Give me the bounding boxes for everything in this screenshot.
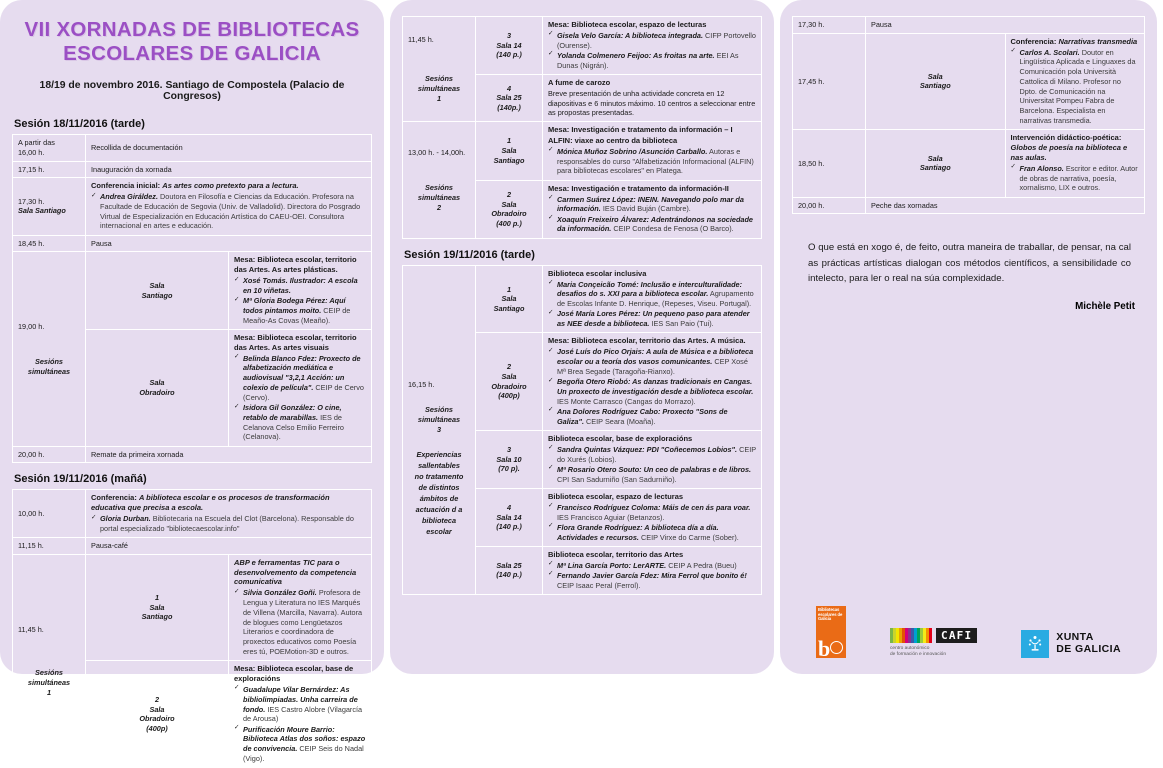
simultaneous-label: Sesións simultáneas 1	[417, 74, 461, 103]
cell-body	[543, 333, 762, 431]
mesa-title: Mesa: Investigación e tratamento da información – I	[548, 125, 733, 135]
table-row	[13, 554, 372, 661]
cell-text: Pausa	[86, 235, 372, 252]
cell-time: A partir das 16,00 h.	[13, 135, 86, 161]
simultaneous-label: Sesións simultáneas 3	[417, 405, 461, 434]
list-item: ✓ Belinda Blanco Fdez: Proxecto de alfabetización mediática e audiovisual "3,2,1 Acción: un colexio de película". CEIP de Cervo (Cervo).	[234, 354, 366, 403]
speaker-list	[91, 514, 366, 534]
speaker-list	[548, 195, 756, 235]
logo-bar	[780, 606, 1157, 658]
cell-room: Sala Obradoiro	[86, 329, 229, 446]
conference-title: Conferencia: A biblioteca escolar e os procesos de transformación educativa que precisa a escola.	[91, 493, 330, 513]
logo-be-letter: b	[818, 635, 831, 658]
speaker-list	[234, 685, 366, 764]
simultaneous-label: Sesións simultáneas	[27, 357, 71, 376]
table-row	[13, 178, 372, 235]
list-item: ✓ Fernando Javier García Fdez: Mira Ferrol que bonito é! CEIP Isaac Peral (Ferrol).	[548, 571, 756, 591]
speaker-list	[548, 31, 756, 71]
title-line-1: VII XORNADAS DE BIBLIOTECAS	[24, 18, 360, 41]
cell-room: Sala Santiago	[866, 33, 1006, 130]
cell-text: Pausa	[866, 17, 1145, 34]
conference-title: Conferencia: Narrativas transmedia	[1010, 36, 1138, 46]
speaker-list	[234, 588, 366, 656]
cell-room: 1 Sala Santiago	[476, 265, 543, 333]
cell-text: Recollida de documentación	[86, 135, 372, 161]
time-value: 19,00 h.	[18, 321, 45, 331]
list-item: ✓ Maria Conçeicão Tomé: Inclusão e interculturalidade: desafios do s. XXI para a biblioteca escolar. Agrupamento de Escolas Infante D. Henrique, (Repeses, Viseu. Portugal).	[548, 280, 756, 309]
cell-body	[229, 554, 372, 661]
room-value: Sala Santiago	[18, 206, 66, 216]
table-row	[13, 446, 372, 463]
schedule-table-2	[12, 489, 372, 768]
cell-body	[543, 265, 762, 333]
list-item: ✓ Mª Gloria Bodega Pérez: Aquí todos pintamos moito. CEIP de Meaño-As Covas (Meaño).	[234, 296, 366, 325]
cell-room: 4 Sala 25 (140p.)	[476, 74, 543, 121]
mesa-title: Biblioteca escolar, base de exploracións	[548, 433, 693, 443]
panel-column-3	[780, 0, 1157, 674]
cell-room: 4 Sala 14 (140 p.)	[476, 488, 543, 546]
table-row	[13, 538, 372, 555]
mesa-title: Biblioteca escolar inclusiva	[548, 268, 647, 278]
session-description: Breve presentación de unha actividade concreta en 12 diapositivas e 6 minutos máximo. 10 centros a seleccionar entre as propostas presentadas.	[548, 88, 756, 118]
table-row	[403, 122, 762, 181]
cafi-tagline: centro autonómico de formación e innovación	[890, 645, 946, 657]
xunta-emblem-icon	[1021, 630, 1049, 658]
speaker-list	[548, 280, 756, 329]
cell-time: 20,00 h.	[13, 446, 86, 463]
table-row	[793, 33, 1145, 130]
speaker-list	[548, 503, 756, 543]
cell-body	[1005, 130, 1145, 197]
list-item: ✓ Francisco Rodríguez Coloma: Máis de cen ás para voar. IES Francisco Aguiar (Betanzos).	[548, 503, 756, 523]
cafi-logo	[890, 628, 977, 658]
cell-time: 20,00 h.	[793, 197, 866, 214]
cell-room: 2 Sala Obradoiro (400p)	[86, 661, 229, 768]
session-heading-1: Sesión 18/11/2016 (tarde)	[14, 118, 145, 131]
table-row	[13, 161, 372, 178]
list-item: ✓ Begoña Otero Riobó: As danzas tradicionais en Cangas. Un proxecto de investigación desde a biblioteca escolar. IES Monte Carrasco (Cangas do Morrazo).	[548, 377, 756, 406]
schedule-table-4	[402, 265, 762, 595]
cell-time: 11,15 h.	[13, 538, 86, 555]
cell-time: 18,50 h.	[793, 130, 866, 197]
cell-time-simultaneous	[13, 554, 86, 767]
cell-body	[543, 122, 762, 181]
cell-body	[543, 488, 762, 546]
cell-text: Remate da primeira xornada	[86, 446, 372, 463]
cell-room: 2 Sala Obradoiro (400p)	[476, 333, 543, 431]
mesa-title: Mesa: Biblioteca escolar, territorio das Artes. As artes plásticas.	[234, 255, 357, 275]
table-row	[793, 130, 1145, 197]
list-item: ✓ Ana Dolores Rodríguez Cabo: Proxecto "Sons de Galiza". CEIP Seara (Moaña).	[548, 407, 756, 427]
list-item: ✓ Andrea Giráldez. Doutora en Filosofía e Ciencias da Educación. Profesora na Facultade de Educación de Segovia (Univ. de Valladolid). Directora do Posgrado Virtual de Especialización en Educación Artística do CAEU-OEI. Consultora internacional en artes e educación.	[91, 192, 366, 231]
cafi-wordmark: CAFI	[936, 628, 977, 643]
list-item: ✓ Sandra Quintas Vázquez: PDI "Coñecemos Lobios". CEIP do Xurés (Lobios).	[548, 445, 756, 465]
mesa-title: Mesa: Biblioteca escolar, territorio das Artes. A música.	[548, 336, 746, 346]
cell-body	[229, 661, 372, 768]
list-item: ✓ José María Lores Pérez: Un pequeno paso para atender as NEE desde a biblioteca. IES San Paio (Tui).	[548, 309, 756, 329]
xunta-wordmark: XUNTA DE GALICIA	[1056, 631, 1121, 655]
list-item: ✓ Yolanda Colmenero Feijoo: As froitas na arte. EEI As Dunas (Nigrán).	[548, 51, 756, 71]
simultaneous-label: Sesións simultáneas 2	[417, 183, 461, 212]
cell-body	[86, 178, 372, 235]
time-value: 16,15 h.	[408, 379, 435, 389]
simultaneous-label: Sesións simultáneas 1	[27, 668, 71, 697]
mesa-title: Biblioteca escolar, espazo de lecturas	[548, 491, 684, 501]
cell-body	[229, 329, 372, 446]
session-heading-3: Sesión 19/11/2016 (tarde)	[404, 248, 535, 261]
page-subtitle: 18/19 de novembro 2016. Santiago de Compostela (Palacio de Congresos)	[39, 80, 345, 103]
table-row	[793, 17, 1145, 34]
logo-be-ring-icon	[830, 641, 843, 654]
quote-text: O que está en xogo é, de feito, outra maneira de traballar, de pensar, na cal as prácticas artísticas dialogan cos métodos científicos, a sensibilidade co intelecto, para ler o real na súa complexidade.	[808, 242, 1131, 285]
time-value: 11,45 h.	[18, 624, 44, 634]
cell-room: Sala Santiago	[866, 130, 1006, 197]
speaker-list	[1011, 164, 1140, 193]
cell-body	[1005, 33, 1145, 130]
cell-text: Inauguración da xornada	[86, 161, 372, 178]
schedule-table-3	[402, 16, 762, 239]
conference-title: Intervención didáctico-poética: Globos de poesía na biblioteca e nas aulas.	[1010, 133, 1128, 162]
table-row	[403, 265, 762, 333]
cell-room: 2 Sala Obradoiro (400 p.)	[476, 180, 543, 238]
speaker-list	[548, 347, 756, 426]
list-item: ✓ Mª Lina García Porto: LerARTE. CEIP A Pedra (Bueu)	[548, 561, 756, 571]
list-item: ✓ Isidora Gil González: O cine, retablo de marabillas. IES de Celanova Celso Emilio Ferreiro (Celanova).	[234, 403, 366, 442]
cell-time	[13, 178, 86, 235]
schedule-table-5	[792, 16, 1145, 214]
table-row	[13, 252, 372, 330]
panel-column-2	[390, 0, 774, 674]
mesa-title: Mesa: Biblioteca escolar, base de exploracións	[234, 664, 354, 684]
bibliotecas-escolares-logo	[816, 606, 846, 658]
list-item: ✓ Carmen Suárez López: INEIN. Navegando polo mar da información. IES David Buján (Cambre).	[548, 195, 756, 215]
simultaneous-description: Experiencias sallentables no tratamento de distintos ámbitos de actuación d a biblioteca escolar	[414, 450, 464, 536]
cell-room: 3 Sala 10 (70 p).	[476, 430, 543, 488]
speaker-list	[234, 276, 366, 325]
time-value: 11,45 h.	[408, 34, 434, 44]
session-title: ABP e ferramentas TIC para o desenvolvemento da competencia comunicativa	[234, 557, 357, 587]
table-row	[13, 135, 372, 161]
cell-body	[543, 17, 762, 75]
cell-time: 10,00 h.	[13, 490, 86, 538]
cell-room: 1 Sala Santiago	[86, 554, 229, 661]
cell-time: 17,30 h.	[793, 17, 866, 34]
schedule-table-1	[12, 134, 372, 463]
cell-time-simultaneous	[403, 265, 476, 594]
list-item: ✓ Guadalupe Vilar Bernárdez: As bibliolimpiadas. Unha carreira de fondo. IES Castro Alobre (Vilagarcía de Arousa)	[234, 685, 366, 724]
list-item: ✓ Gisela Velo García: A biblioteca integrada. CIFP Portovello (Ourense).	[548, 31, 756, 51]
speaker-list	[234, 354, 366, 442]
list-item: ✓ Gloria Durban. Bibliotecaria na Escuela del Clot (Barcelona). Responsable do portal especializado "bibliotecaescolar.info"	[91, 514, 366, 534]
mesa-title: Mesa: Biblioteca escolar, territorio das Artes. As artes visuais	[234, 332, 357, 352]
cell-body	[543, 430, 762, 488]
list-item: ✓ Mª Rosario Otero Souto: Un ceo de palabras e de libros. CPI San Sadurniño (San Sadurniño).	[548, 465, 756, 485]
cell-time: 17,15 h.	[13, 161, 86, 178]
list-item: ✓ Xoaquín Freixeiro Álvarez: Adentrándonos na sociedade da información. CEIP Condesa de Fenosa (O Barco).	[548, 215, 756, 235]
speaker-list	[91, 192, 366, 231]
cell-room: 1 Sala Santiago	[476, 122, 543, 181]
cell-room: 3 Sala 14 (140 p.)	[476, 17, 543, 75]
xunta-de-galicia-logo	[1021, 630, 1121, 658]
table-row	[13, 235, 372, 252]
list-item: ✓ Carlos A. Scolari. Doutor en Lingüística Aplicada e Linguaxes da Comunicación pola Università Cattolica di Milano. Profesor no Dpto. de Comunicación na Universitat Pompeu Fabra de Barcelona. Especialista en narrativas transmedia.	[1011, 48, 1140, 126]
cell-text: Pausa-café	[86, 538, 372, 555]
cell-body	[229, 252, 372, 330]
table-row	[13, 490, 372, 538]
cell-time-simultaneous	[13, 252, 86, 446]
cell-room: Sala Santiago	[86, 252, 229, 330]
speaker-list	[1011, 48, 1140, 126]
list-item: ✓ Xosé Tomás. Ilustrador: A escola en 10 viñetas.	[234, 276, 366, 296]
mesa-subtitle: ALFIN: viaxe ao centro da biblioteca	[548, 136, 678, 146]
time-value: 13,00 h. - 14,00h.	[408, 147, 466, 157]
speaker-list	[548, 445, 756, 485]
conference-title: Conferencia inicial: As artes como pretexto para a lectura.	[91, 181, 299, 191]
xunta-chalice-icon	[1029, 636, 1042, 653]
mesa-title: Biblioteca escolar, territorio das Artes	[548, 549, 684, 559]
list-item: ✓ Mónica Muñoz Sobrino /Asunción Carballo. Autoras e responsables do curso "Alfabetización Informacional (ALFIN) para bibliotecas escolares" en Platega.	[548, 147, 756, 176]
list-item: ✓ Fran Alonso. Escritor e editor. Autor de obras de narrativa, poesía, xornalismo, LIX e outros.	[1011, 164, 1140, 193]
mesa-title: Mesa: Biblioteca escolar, espazo de lecturas	[548, 20, 707, 29]
cell-time: 17,45 h.	[793, 33, 866, 130]
cell-time: 18,45 h.	[13, 235, 86, 252]
mesa-title: A fume de carozo	[548, 77, 611, 87]
logo-be-caption: Bibliotecas escolares de Galicia	[818, 607, 843, 622]
table-row	[403, 17, 762, 75]
speaker-list	[548, 147, 756, 176]
cell-body	[543, 180, 762, 238]
list-item: ✓ José Luís do Pico Orjais: A aula de Música e a biblioteca escolar ou a teoría dos vasos comunicantes. CEP Xosé Mª Brea Segade (Taragoña-Rianxo).	[548, 347, 756, 376]
speaker-list	[548, 561, 756, 591]
list-item: ✓ Purificación Moure Barrio: Biblioteca Atlas dos soños: espazo de convivencia. CEIP Seis do Nadal (Vigo).	[234, 725, 366, 764]
cell-text: Peche das xornadas	[866, 197, 1145, 214]
time-value: 17,30 h.	[18, 196, 45, 206]
cafi-color-bars-icon	[890, 628, 932, 643]
title-line-2: ESCOLARES DE GALICIA	[63, 42, 321, 66]
panel-column-1	[0, 0, 384, 763]
cell-room: Sala 25 (140 p.)	[476, 546, 543, 594]
table-row	[793, 197, 1145, 214]
cell-body	[543, 74, 762, 121]
list-item: ✓ Silvia González Goñi. Profesora de Lengua y Literatura no IES Marqués de Villena (Marcilla, Navarra). Autora de blogues como Lengüetazos Literarios e coordinadora de proxectos educativos como Poesía eres tú, POEMotion-3D e outros.	[234, 588, 366, 656]
quote-author: Michèle Petit	[1075, 300, 1135, 312]
cafi-logo-row	[890, 628, 977, 643]
cell-time-simultaneous	[403, 17, 476, 122]
cell-body	[543, 546, 762, 594]
session-heading-2: Sesión 19/11/2016 (mañá)	[14, 473, 147, 486]
list-item: ✓ Flora Grande Rodríguez: A biblioteca día a día. Actividades e recursos. CEIP Virxe do Carme (Sober).	[548, 523, 756, 543]
mesa-title: Mesa: Investigación e tratamento da información-II	[548, 183, 729, 193]
page-title	[12, 18, 372, 66]
cell-body	[86, 490, 372, 538]
cell-time-simultaneous	[403, 122, 476, 239]
